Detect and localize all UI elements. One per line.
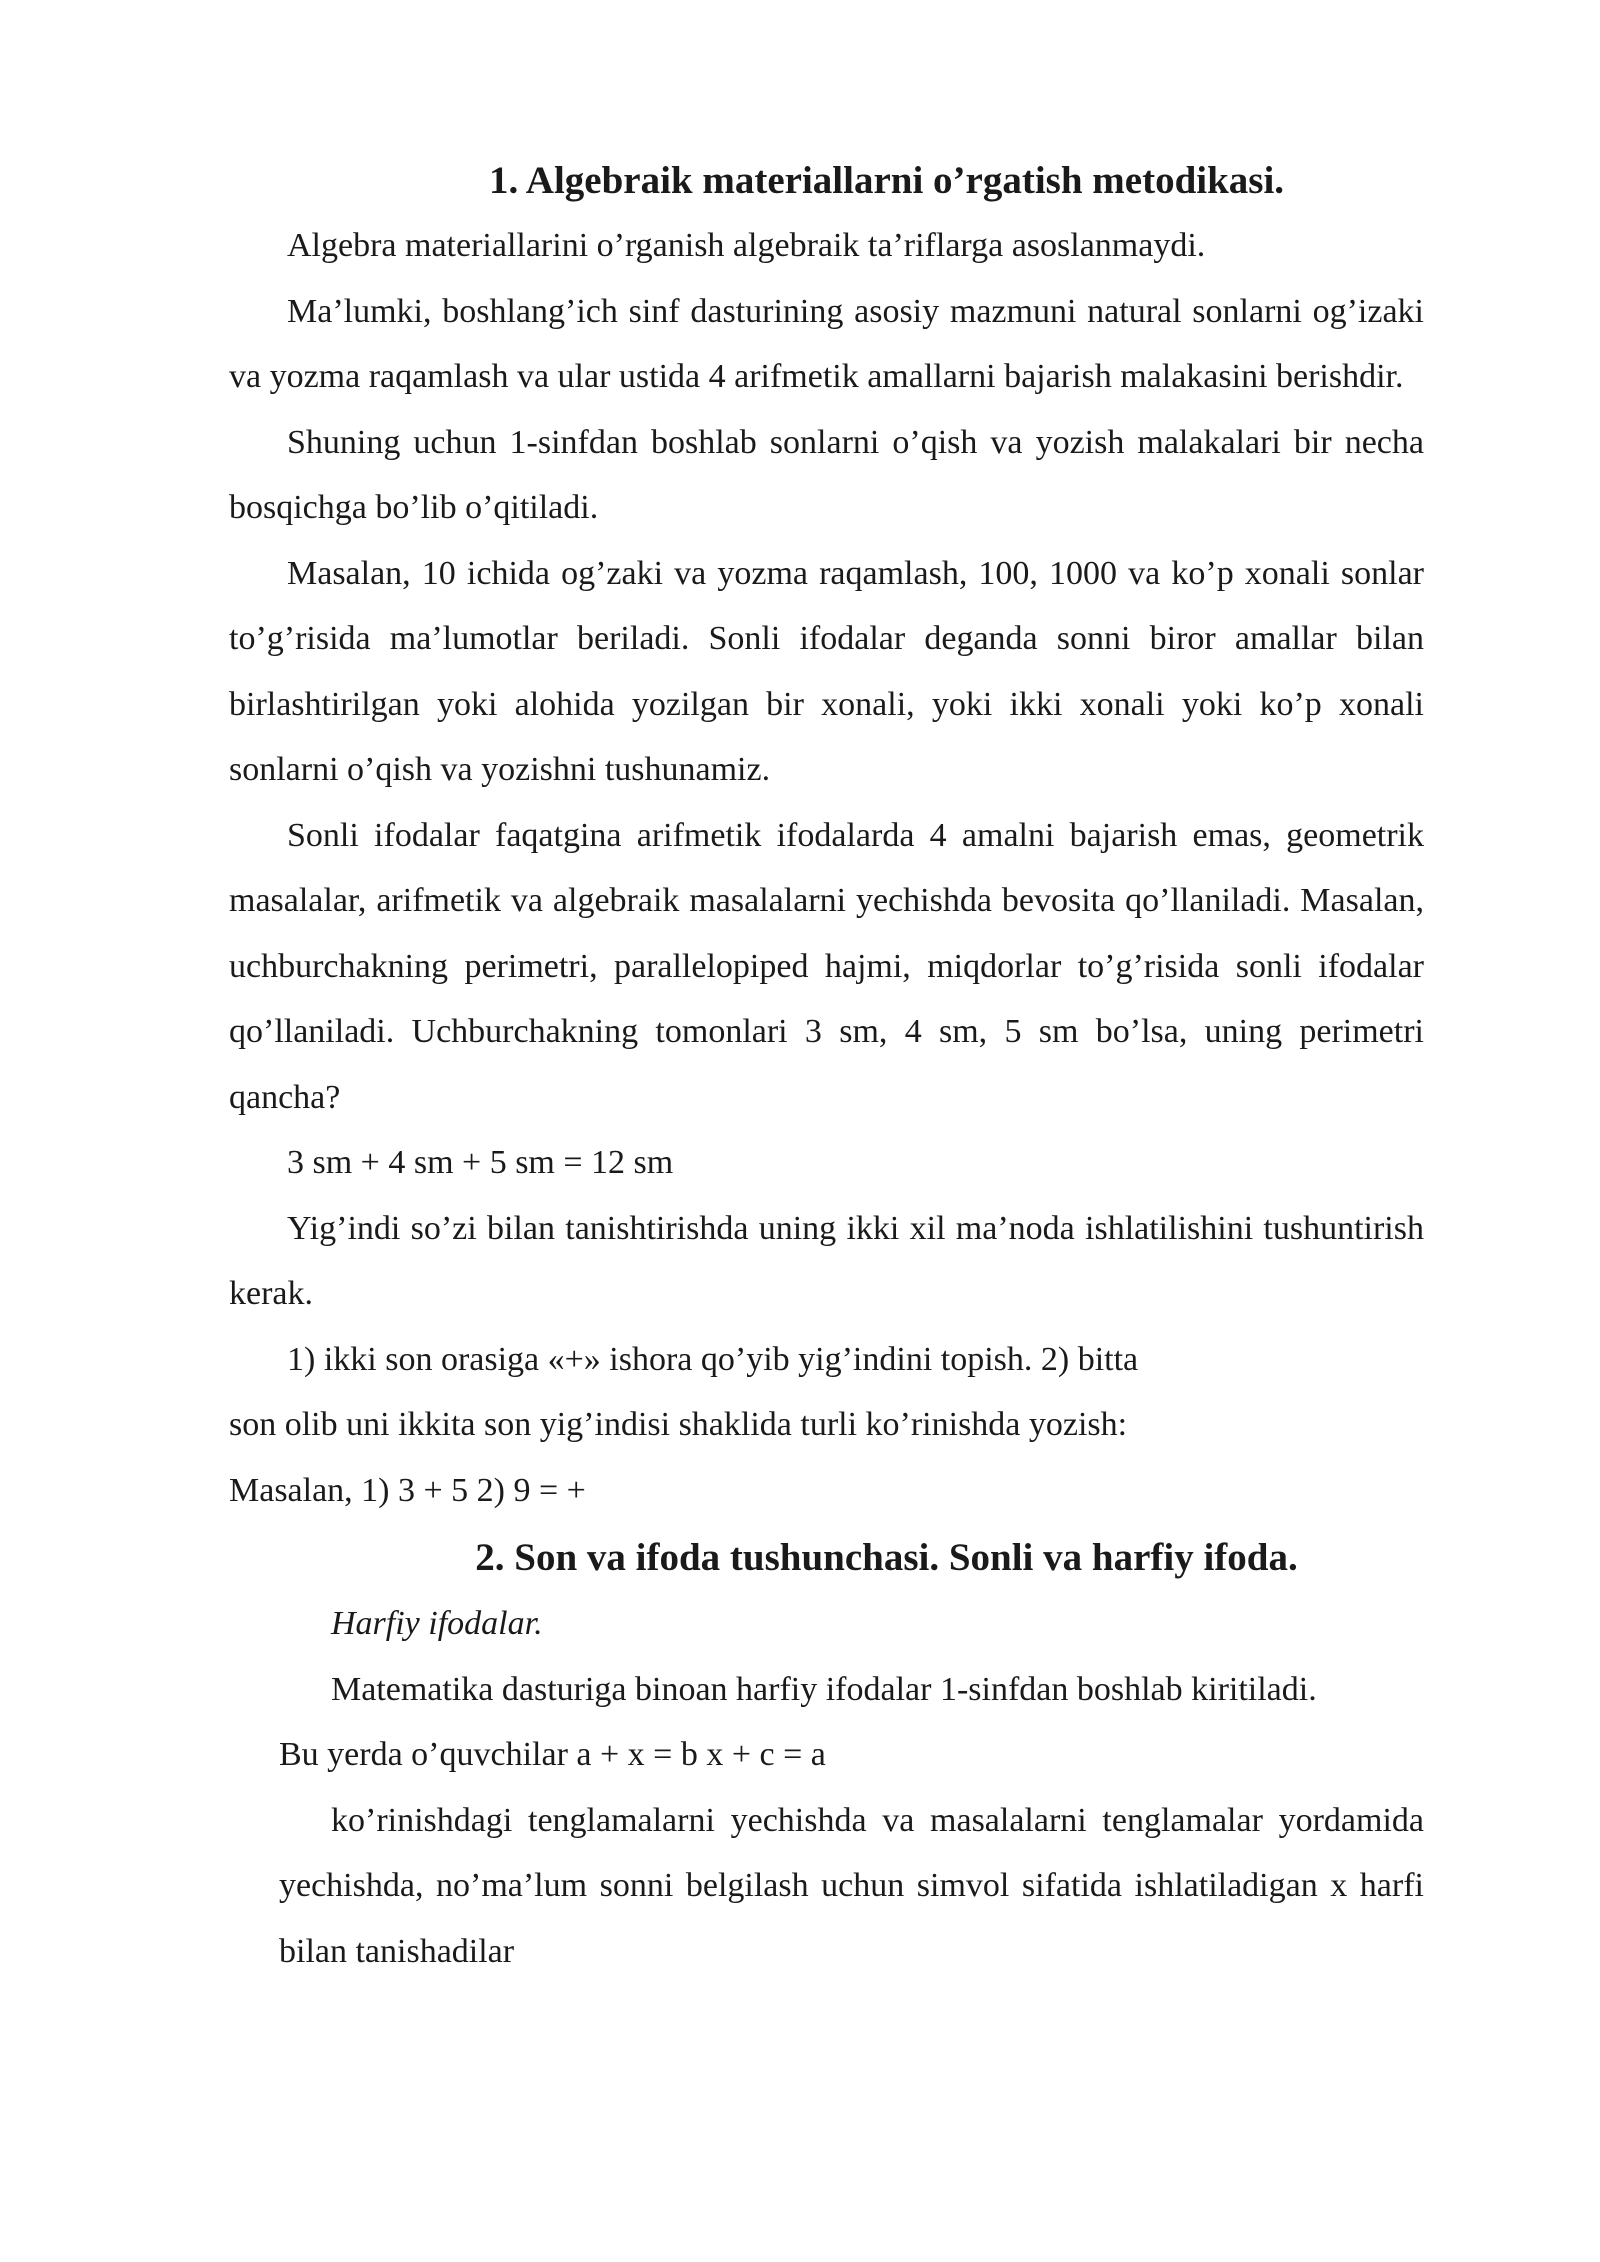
subheading xyxy=(229,1591,1424,1657)
paragraph: Yig’indi so’zi bilan tanishtirishda uning ikki xil ma’noda ishlatilishini tushuntirish kerak. xyxy=(229,1209,1424,1312)
paragraph: Sonli ifodalar faqatgina arifmetik ifodalarda 4 amalni bajarish emas, geometrik masalalar, arifmetik va algebraik masalalarni yechishda bevosita qo’llaniladi. Masalan, uchburchakning perimetri, parallelopiped hajmi, miqdorlar to’g’risida sonli ifodalar qo’llaniladi. Uchburchakning tomonlari 3 sm, 4 sm, 5 sm bo’lsa, uning perimetri qancha? xyxy=(229,816,1424,1116)
paragraph: ko’rinishdagi tenglamalarni yechishda va masalalarni tenglamalar yordamida yechishda, no’ma’lum sonni belgilash uchun simvol sifatida ishlatiladigan x harfi bilan tanishadilar xyxy=(279,1801,1424,1970)
paragraph: Masalan, 10 ichida og’zaki va yozma raqamlash, 100, 1000 va ko’p xonali sonlar to’g’risida ma’lumotlar beriladi. Sonli ifodalar deganda sonni biror amallar bilan birlashtirilgan yoki alohida yozilgan bir xonali, yoki ikki xonali yoki ko’p xonali sonlarni o’qish va yozishni tushunamiz. xyxy=(229,554,1424,788)
paragraph: Algebra materiallarini o’rganish algebraik ta’riflarga asoslanmaydi. xyxy=(287,227,1206,264)
subheading-text: Harfiy ifodalar. xyxy=(331,1605,543,1642)
list-line: son olib uni ikkita son yig’indisi shaklida turli ko’rinishda yozish: xyxy=(229,1406,1128,1443)
example-line: Masalan, 1) 3 + 5 2) 9 = + xyxy=(229,1471,586,1509)
list-line: 1) ikki son orasiga «+» ishora qo’yib yig’indini topish. 2) bitta xyxy=(287,1340,1139,1378)
paragraph: Ma’lumki, boshlang’ich sinf dasturining asosiy mazmuni natural sonlarni og’izaki va yozma raqamlash va ular ustida 4 arifmetik amallarni bajarish malakasini berishdir. xyxy=(229,292,1424,395)
section-1-heading: 1. Algebraik materiallarni o’rgatish metodikasi. xyxy=(488,159,1285,202)
paragraph: Shuning uchun 1-sinfdan boshlab sonlarni o’qish va yozish malakalari bir necha bosqichga bo’lib o’qitiladi. xyxy=(229,423,1424,526)
section-2-heading: 2. Son va ifoda tushunchasi. Sonli va harfiy ifoda. xyxy=(475,1536,1298,1579)
formula-line: 3 sm + 4 sm + 5 sm = 12 sm xyxy=(287,1144,674,1181)
section-2-body xyxy=(229,1591,1424,1984)
paragraph: Matematika dasturiga binoan harfiy ifodalar 1-sinfdan boshlab kiritiladi. xyxy=(331,1670,1317,1708)
document-content xyxy=(229,150,1424,1984)
equation-line: Bu yerda o’quvchilar a + x = b x + c = a xyxy=(279,1736,826,1773)
